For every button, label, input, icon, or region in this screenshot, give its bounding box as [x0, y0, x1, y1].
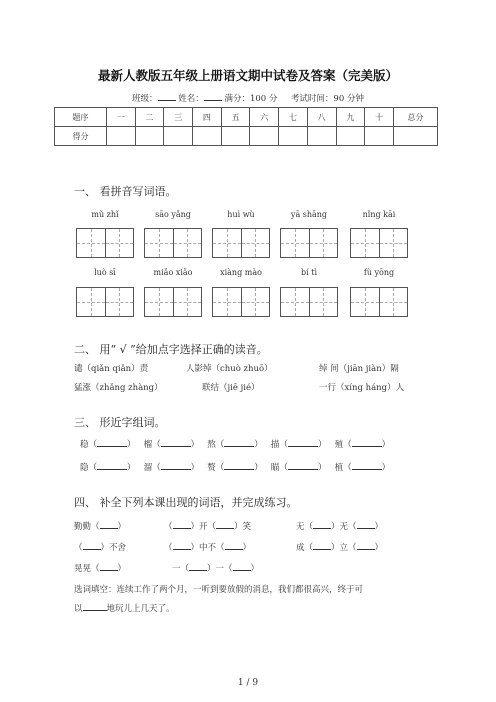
score-cell: 九 — [336, 108, 365, 127]
score-table-header-row — [55, 108, 438, 127]
score-cell: 二 — [135, 108, 164, 127]
exam-time: 考试时间：90 分钟 — [290, 94, 364, 104]
pronunciation-item[interactable]: 人影绰（chuò zhuō） — [186, 364, 273, 374]
pinyin-label: nǐng kāi — [362, 210, 396, 219]
score-input-cell[interactable] — [279, 127, 308, 146]
answer-blank[interactable] — [352, 438, 382, 447]
score-cell: 一 — [107, 108, 136, 127]
pinyin-label: miǎo xiǎo — [153, 268, 193, 277]
score-cell: 总分 — [394, 108, 438, 127]
pinyin-label: xiàng mào — [220, 268, 262, 277]
section2-heading: 二、 用“ √ ”给加点字选择正确的读音。 — [74, 343, 268, 356]
answer-blank[interactable] — [288, 438, 318, 447]
score-cell: 题序 — [55, 108, 107, 127]
pronunciation-item[interactable]: 绰 间（jiān jiàn）隔 — [319, 364, 399, 374]
score-input-cell[interactable] — [135, 127, 164, 146]
writing-grid[interactable] — [144, 287, 202, 317]
pinyin-label: mǔ zhǐ — [91, 210, 119, 219]
answer-blank[interactable] — [189, 562, 207, 571]
answer-blank[interactable] — [173, 520, 191, 529]
score-input-cell[interactable] — [107, 127, 136, 146]
score-row-label: 得分 — [55, 127, 107, 146]
idiom-item: （ ）开（ ）笑 — [164, 522, 252, 532]
answer-blank[interactable] — [100, 562, 118, 571]
section4-heading: 四、 补全下列本课出现的词语，并完成练习。 — [74, 496, 298, 509]
idiom-item: 一（ ）一（ ） — [172, 564, 260, 574]
pinyin-label: luò sī — [94, 268, 116, 277]
answer-blank[interactable] — [97, 438, 127, 447]
writing-grid[interactable] — [280, 228, 338, 258]
score-input-cell[interactable] — [164, 127, 193, 146]
score-input-cell[interactable] — [250, 127, 279, 146]
class-label: 班级： — [132, 94, 158, 104]
pinyin-label: bí tì — [301, 268, 317, 277]
answer-blank[interactable] — [288, 461, 318, 470]
writing-grid[interactable] — [76, 228, 134, 258]
score-table-score-row — [55, 127, 438, 146]
score-cell: 七 — [279, 108, 308, 127]
pronunciation-item[interactable]: 谴（qiǎn qiǎn）责 — [74, 364, 149, 374]
answer-blank[interactable] — [224, 461, 254, 470]
idiom-item: 无（ ）无（ ） — [296, 522, 384, 532]
idiom-item: 勤勤（ ） — [74, 522, 127, 532]
pinyin-label: fù yōng — [363, 268, 395, 277]
pinyin-label: huì wù — [227, 210, 255, 219]
score-cell: 八 — [307, 108, 336, 127]
answer-blank[interactable] — [352, 461, 382, 470]
answer-blank[interactable] — [313, 541, 331, 550]
idiom-item: （ ）中不（ ） — [164, 543, 252, 553]
score-input-cell[interactable] — [193, 127, 222, 146]
pronunciation-item[interactable]: 一行（xíng háng）人 — [319, 383, 405, 393]
writing-grid[interactable] — [144, 228, 202, 258]
writing-grid[interactable] — [212, 287, 270, 317]
name-label: 姓名： — [178, 94, 204, 104]
word-group-row-1: 稳（ ） 榴（ ） 熬（ ） 描（ ） 殖（ ） — [80, 440, 391, 450]
answer-blank[interactable] — [161, 438, 191, 447]
answer-blank[interactable] — [224, 438, 254, 447]
answer-blank[interactable] — [83, 541, 101, 550]
score-cell: 五 — [221, 108, 250, 127]
section1-heading: 一、 看拼音写词语。 — [74, 185, 177, 198]
fill-in-text-continued: 以 地玩儿上几天了。 — [74, 604, 175, 614]
answer-blank[interactable] — [357, 541, 375, 550]
score-input-cell[interactable] — [221, 127, 250, 146]
score-cell: 十 — [365, 108, 394, 127]
idiom-item: 晃晃（ ） — [74, 564, 127, 574]
page-number: 1 / 9 — [237, 678, 259, 688]
writing-grid[interactable] — [76, 287, 134, 317]
answer-blank[interactable] — [173, 541, 191, 550]
writing-grid[interactable] — [350, 228, 408, 258]
pinyin-label: yā shāng — [290, 210, 328, 219]
page-title: 最新人教版五年级上册语文期中试卷及答案（完美版） — [97, 68, 398, 83]
full-score: 满分：100 分 — [224, 94, 278, 104]
score-cell: 六 — [250, 108, 279, 127]
answer-blank[interactable] — [216, 520, 234, 529]
idiom-item: 成（ ）立（ ） — [296, 543, 384, 553]
score-input-cell[interactable] — [307, 127, 336, 146]
score-input-cell[interactable] — [394, 127, 438, 146]
writing-grid[interactable] — [212, 228, 270, 258]
idiom-item: （ ）不舍 — [74, 543, 127, 553]
exam-info — [0, 91, 496, 104]
answer-blank[interactable] — [233, 562, 251, 571]
score-cell: 三 — [164, 108, 193, 127]
answer-blank[interactable] — [357, 520, 375, 529]
answer-blank[interactable] — [100, 520, 118, 529]
pinyin-label: sāo yǎng — [155, 210, 191, 219]
answer-blank[interactable] — [161, 461, 191, 470]
answer-blank[interactable] — [225, 541, 243, 550]
score-input-cell[interactable] — [365, 127, 394, 146]
answer-blank[interactable] — [313, 520, 331, 529]
pronunciation-item[interactable]: 猛涨（zhǎng zhàng） — [74, 383, 163, 393]
writing-grid[interactable] — [350, 287, 408, 317]
answer-blank[interactable] — [97, 461, 127, 470]
score-table — [54, 107, 438, 146]
writing-grid[interactable] — [280, 287, 338, 317]
score-cell: 四 — [193, 108, 222, 127]
fill-in-text: 选词填空：连续工作了两个月，一听到要放假的消息，我们都很高兴，终于可 — [74, 585, 364, 595]
word-group-row-2: 隐（ ） 溜（ ） 赘（ ） 瞄（ ） 植（ ） — [80, 463, 391, 473]
name-blank — [204, 91, 222, 101]
score-input-cell[interactable] — [336, 127, 365, 146]
pronunciation-item[interactable]: 联结（jiē jié） — [202, 383, 260, 393]
class-blank — [158, 91, 176, 101]
section3-heading: 三、 形近字组词。 — [74, 416, 166, 429]
answer-blank[interactable] — [83, 602, 107, 611]
